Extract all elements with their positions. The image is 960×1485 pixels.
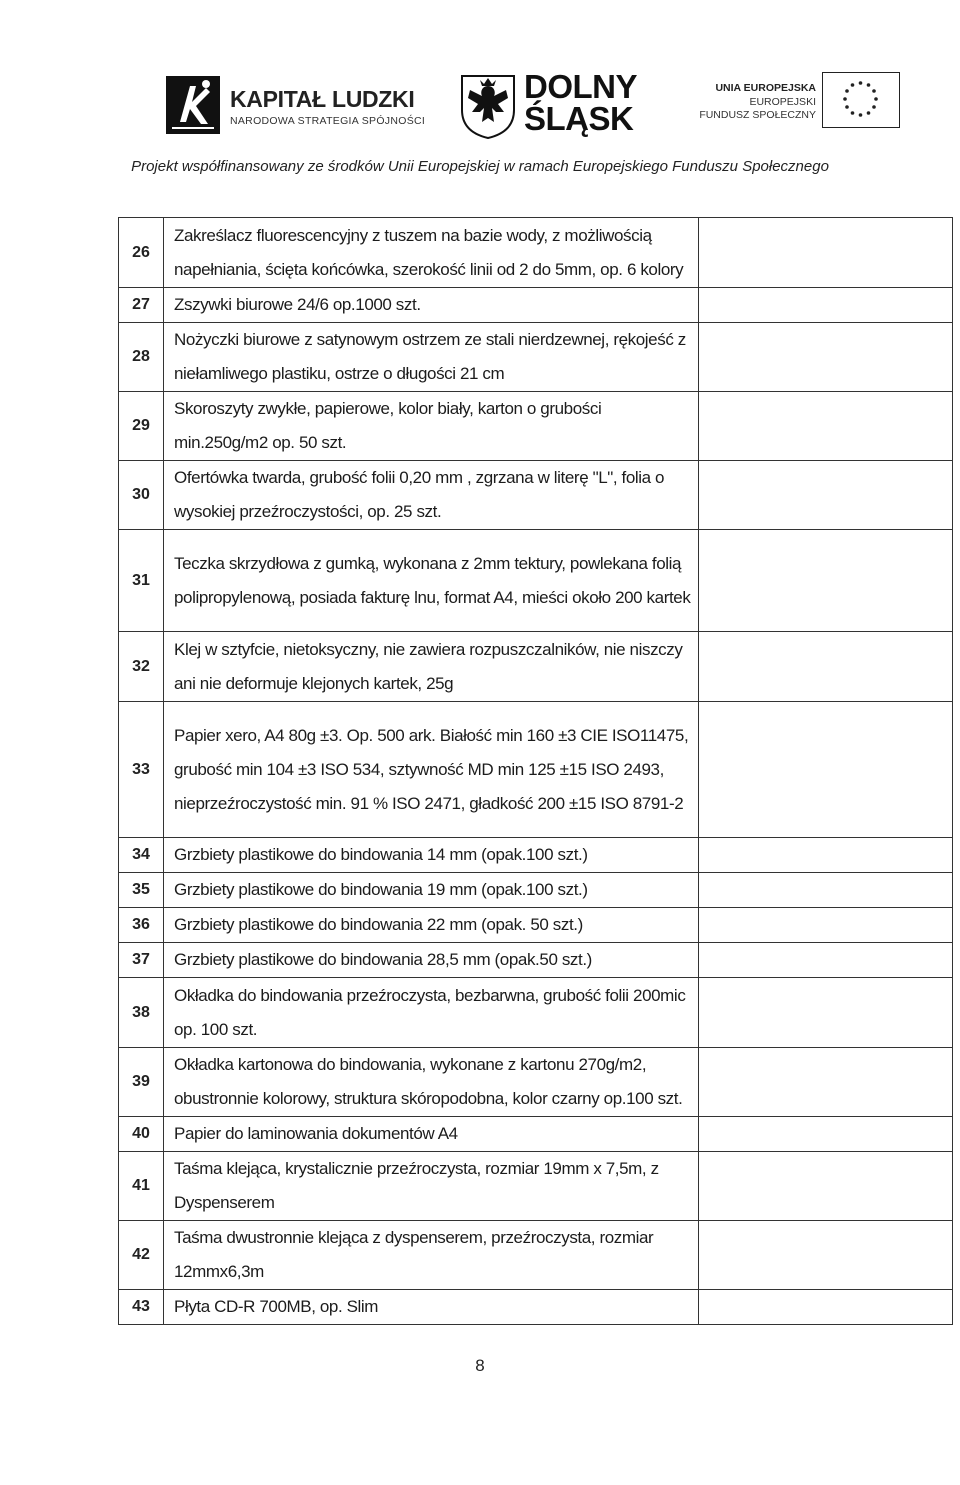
item-number: 38 xyxy=(119,978,164,1048)
eu-line-3: FUNDUSZ SPOŁECZNY xyxy=(699,109,816,121)
eu-flag-icon xyxy=(822,72,900,128)
table-row xyxy=(119,838,953,873)
table-row xyxy=(119,392,953,461)
item-number: 28 xyxy=(119,323,164,392)
item-number: 34 xyxy=(119,838,164,873)
item-description: Płyta CD-R 700MB, op. Slim xyxy=(164,1290,699,1325)
item-number: 37 xyxy=(119,943,164,978)
table-row xyxy=(119,1048,953,1117)
empty-cell xyxy=(699,1221,953,1290)
item-number: 35 xyxy=(119,873,164,908)
kapital-ludzki-subtitle: NARODOWA STRATEGIA SPÓJNOŚCI xyxy=(230,115,426,127)
empty-cell xyxy=(699,838,953,873)
item-number: 29 xyxy=(119,392,164,461)
empty-cell xyxy=(699,530,953,632)
empty-cell xyxy=(699,218,953,288)
empty-cell xyxy=(699,632,953,702)
item-number: 33 xyxy=(119,702,164,838)
funding-tagline: Projekt współfinansowany ze środków Unii Europejskiej w ramach Europejskiego Funduszu Społecznego xyxy=(131,158,829,175)
item-description: Papier xero, A4 80g ±3. Op. 500 ark. Białość min 160 ±3 CIE ISO11475, grubość min 104 ±3 ISO 534, sztywność MD min 125 ±15 ISO 2493, nieprzeźroczystość min. 91 % ISO 2471, gładkość 200 ±15 ISO 8791-2 xyxy=(164,702,699,838)
empty-cell xyxy=(699,1117,953,1152)
kapital-ludzki-title: KAPITAŁ LUDZKI xyxy=(230,86,415,112)
item-number: 27 xyxy=(119,288,164,323)
items-table-body xyxy=(119,218,953,1325)
page-number: 8 xyxy=(475,1356,485,1375)
table-row xyxy=(119,461,953,530)
table-row xyxy=(119,943,953,978)
item-number: 30 xyxy=(119,461,164,530)
item-description: Klej w sztyfcie, nietoksyczny, nie zawiera rozpuszczalników, nie niszczy ani nie deformuje klejonych kartek, 25g xyxy=(164,632,699,702)
eu-line-1: UNIA EUROPEJSKA xyxy=(715,82,816,94)
eu-line-2: EUROPEJSKI xyxy=(749,96,816,108)
item-description: Nożyczki biurowe z satynowym ostrzem ze stali nierdzewnej, rękojeść z niełamliwego plastiku, ostrze o długości 21 cm xyxy=(164,323,699,392)
table-row xyxy=(119,323,953,392)
item-number: 41 xyxy=(119,1152,164,1221)
kapital-ludzki-logo xyxy=(166,72,426,142)
empty-cell xyxy=(699,1048,953,1117)
item-description: Zakreślacz fluorescencyjny z tuszem na bazie wody, z możliwością napełniania, ścięta końcówka, szerokość linii od 2 do 5mm, op. 6 kolory xyxy=(164,218,699,288)
empty-cell xyxy=(699,1152,953,1221)
item-description: Taśma dwustronnie klejąca z dyspenserem, przeźroczysta, rozmiar 12mmx6,3m xyxy=(164,1221,699,1290)
item-description: Grzbiety plastikowe do bindowania 14 mm (opak.100 szt.) xyxy=(164,838,699,873)
item-description: Papier do laminowania dokumentów A4 xyxy=(164,1117,699,1152)
item-description: Grzbiety plastikowe do bindowania 19 mm (opak.100 szt.) xyxy=(164,873,699,908)
table-row xyxy=(119,632,953,702)
table-row xyxy=(119,908,953,943)
item-number: 26 xyxy=(119,218,164,288)
empty-cell xyxy=(699,978,953,1048)
item-number: 32 xyxy=(119,632,164,702)
item-description: Taśma klejąca, krystalicznie przeźroczysta, rozmiar 19mm x 7,5m, z Dyspenserem xyxy=(164,1152,699,1221)
dolny-slask-logo xyxy=(458,70,658,146)
items-table xyxy=(118,217,953,1325)
empty-cell xyxy=(699,873,953,908)
empty-cell xyxy=(699,323,953,392)
item-description: Grzbiety plastikowe do bindowania 28,5 mm (opak.50 szt.) xyxy=(164,943,699,978)
item-number: 40 xyxy=(119,1117,164,1152)
table-row xyxy=(119,1117,953,1152)
table-row xyxy=(119,702,953,838)
table-row xyxy=(119,1290,953,1325)
item-number: 43 xyxy=(119,1290,164,1325)
empty-cell xyxy=(699,461,953,530)
slask-text: ŚLĄSK xyxy=(524,100,634,137)
item-description: Grzbiety plastikowe do bindowania 22 mm (opak. 50 szt.) xyxy=(164,908,699,943)
item-description: Okładka do bindowania przeźroczysta, bezbarwna, grubość folii 200mic op. 100 szt. xyxy=(164,978,699,1048)
silesian-eagle-icon xyxy=(458,72,518,140)
item-number: 42 xyxy=(119,1221,164,1290)
empty-cell xyxy=(699,702,953,838)
item-description: Ofertówka twarda, grubość folii 0,20 mm , zgrzana w literę "L", folia o wysokiej przeźroczystości, op. 25 szt. xyxy=(164,461,699,530)
item-description: Okładka kartonowa do bindowania, wykonane z kartonu 270g/m2, obustronnie kolorowy, struktura skóropodobna, kolor czarny op.100 szt. xyxy=(164,1048,699,1117)
table-row xyxy=(119,218,953,288)
empty-cell xyxy=(699,1290,953,1325)
kapital-ludzki-emblem-icon xyxy=(166,76,220,134)
empty-cell xyxy=(699,392,953,461)
table-row xyxy=(119,288,953,323)
table-row xyxy=(119,1152,953,1221)
item-description: Teczka skrzydłowa z gumką, wykonana z 2mm tektury, powlekana folią polipropylenową, posiada fakturę lnu, format A4, mieści około 200 kartek xyxy=(164,530,699,632)
item-description: Zszywki biurowe 24/6 op.1000 szt. xyxy=(164,288,699,323)
table-row xyxy=(119,978,953,1048)
item-number: 36 xyxy=(119,908,164,943)
table-row xyxy=(119,873,953,908)
item-number: 39 xyxy=(119,1048,164,1117)
empty-cell xyxy=(699,908,953,943)
eu-logo xyxy=(700,80,900,130)
dolny-text: DOLNY xyxy=(524,68,637,105)
table-row xyxy=(119,1221,953,1290)
item-description: Skoroszyty zwykłe, papierowe, kolor biały, karton o grubości min.250g/m2 op. 50 szt. xyxy=(164,392,699,461)
empty-cell xyxy=(699,288,953,323)
table-row xyxy=(119,530,953,632)
item-number: 31 xyxy=(119,530,164,632)
empty-cell xyxy=(699,943,953,978)
